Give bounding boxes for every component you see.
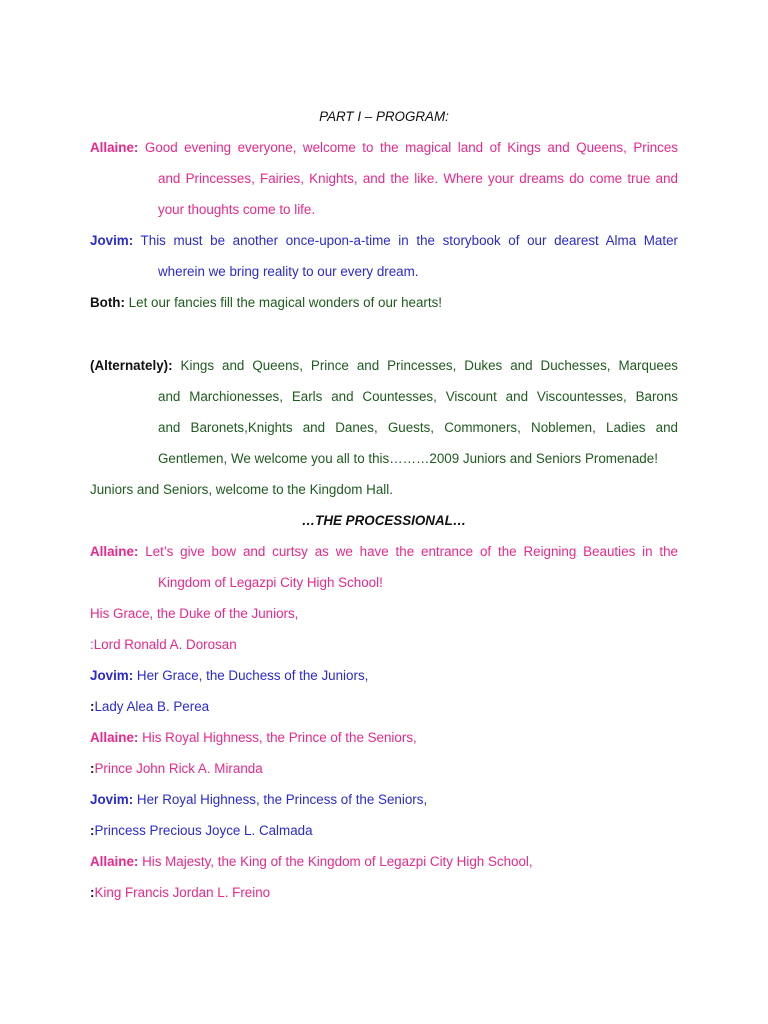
both-line-1 <box>90 295 678 311</box>
speaker-alternately: (Alternately): <box>90 358 173 373</box>
allaine-line-3: your thoughts come to life. <box>158 202 316 217</box>
honoree-name: Lady Alea B. Perea <box>94 699 210 714</box>
dialogue-text: This must be another once-upon-a-time in the storybook of our dearest Alma Mater <box>133 233 678 248</box>
allaine-line-1 <box>90 140 678 156</box>
allaine-line-9 <box>90 761 678 777</box>
allaine-line-5: Kingdom of Legazpi City High School! <box>158 575 383 590</box>
allaine-line-6: His Grace, the Duke of the Juniors, <box>90 606 299 621</box>
alternately-line-2: and Marchionesses, Earls and Countesses, Viscount and Viscountesses, Barons <box>158 389 678 404</box>
dialogue-text: Her Royal Highness, the Princess of the Seniors, <box>133 792 428 807</box>
dialogue-text: Good evening everyone, welcome to the magical land of Kings and Queens, Princes <box>138 140 678 155</box>
jovim-line-6 <box>90 823 678 839</box>
speaker-jovim: Jovim: <box>90 668 134 683</box>
speaker-allaine: Allaine: <box>90 140 139 155</box>
honoree-name: Princess Precious Joyce L. Calmada <box>94 823 313 838</box>
allaine-line-4 <box>90 544 678 560</box>
colon-marker: : <box>90 761 95 776</box>
speaker-allaine: Allaine: <box>90 544 139 559</box>
colon-marker: : <box>90 823 95 838</box>
dialogue-text: Let’s give bow and curtsy as we have the entrance of the Reigning Beauties in the <box>138 544 678 559</box>
allaine-line-10 <box>90 854 678 870</box>
dialogue-text: Her Grace, the Duchess of the Juniors, <box>133 668 369 683</box>
page-title: PART I – PROGRAM: <box>319 109 449 124</box>
honoree-name: Prince John Rick A. Miranda <box>94 761 263 776</box>
allaine-line-7: :Lord Ronald A. Dorosan <box>90 637 237 652</box>
jovim-line-2: wherein we bring reality to our every dream. <box>158 264 419 279</box>
alternately-line-5: Juniors and Seniors, welcome to the Kingdom Hall. <box>90 482 393 497</box>
dialogue-text: Kings and Queens, Prince and Princesses, Dukes and Duchesses, Marquees <box>172 358 678 373</box>
colon-marker: : <box>90 885 95 900</box>
jovim-line-4 <box>90 699 678 715</box>
jovim-line-5 <box>90 792 678 808</box>
speaker-jovim: Jovim: <box>90 792 134 807</box>
alternately-line-3: and Baronets,Knights and Danes, Guests, Commoners, Noblemen, Ladies and <box>158 420 678 435</box>
jovim-line-1 <box>90 233 678 249</box>
jovim-line-3 <box>90 668 678 684</box>
speaker-jovim: Jovim: <box>90 233 134 248</box>
dialogue-text: His Majesty, the King of the Kingdom of Legazpi City High School, <box>138 854 533 869</box>
dialogue-text: Let our fancies fill the magical wonders of our hearts! <box>124 295 443 310</box>
allaine-line-2: and Princesses, Fairies, Knights, and the like. Where your dreams do come true and <box>158 171 678 186</box>
processional-title: …THE PROCESSIONAL… <box>301 513 467 528</box>
speaker-allaine: Allaine: <box>90 854 139 869</box>
speaker-allaine: Allaine: <box>90 730 139 745</box>
honoree-name: King Francis Jordan L. Freino <box>94 885 271 900</box>
colon-marker: : <box>90 699 95 714</box>
dialogue-text: His Royal Highness, the Prince of the Seniors, <box>138 730 417 745</box>
allaine-line-8 <box>90 730 678 746</box>
allaine-line-11 <box>90 885 678 901</box>
alternately-line-1 <box>90 358 678 374</box>
alternately-line-4: Gentlemen, We welcome you all to this………2009 Juniors and Seniors Promenade! <box>158 451 658 466</box>
speaker-both: Both: <box>90 295 125 310</box>
